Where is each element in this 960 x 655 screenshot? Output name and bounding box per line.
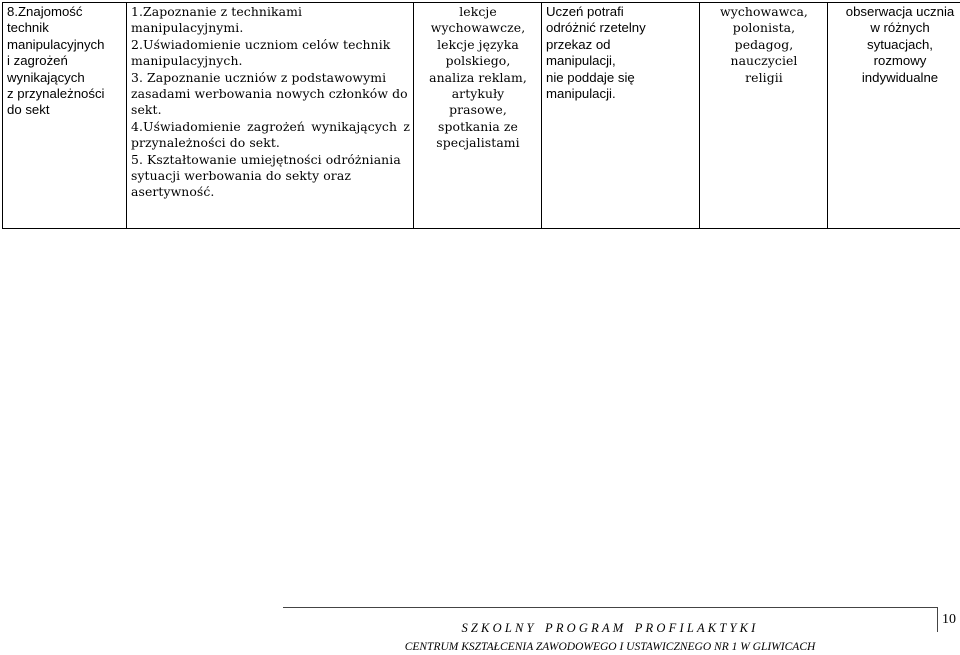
forms-cell (414, 3, 542, 229)
table-row (3, 3, 960, 229)
forms-line: artykuły (451, 86, 505, 102)
forms-line: lekcje (459, 4, 497, 19)
outcome-line: manipulacji, (546, 53, 616, 69)
program-title-text: SZKOLNY PROGRAM PROFILAKTYKI (461, 621, 759, 635)
forms-line: spotkania ze (438, 118, 518, 134)
footer-school-name: CENTRUM KSZTAŁCENIA ZAWODOWEGO I USTAWICZNEGO NR 1 W GLIWICACH (404, 641, 816, 653)
forms-line: wychowawcze, (430, 20, 526, 36)
evaluation-line: w różnych (870, 20, 930, 36)
responsible-line: wychowawca, (720, 4, 808, 19)
footer-divider (283, 607, 937, 608)
goal-item: 5. Kształtowanie umiejętności odróżniania sytuacji werbowania do sekty oraz asertywność. (131, 151, 401, 200)
outcomes-cell (542, 3, 700, 229)
evaluation-line: obserwacja ucznia (845, 4, 955, 19)
goal-item: 4.Uświadomienie zagrożeń wynikających z przynależności do sekt. (131, 118, 410, 151)
responsible-line: nauczyciel (730, 53, 798, 69)
outcome-line: przekaz od (546, 36, 611, 52)
page-number: 10 (937, 607, 960, 632)
outcome-line: odróżnić rzetelny (546, 20, 646, 36)
topic-cell (3, 3, 127, 229)
responsible-line: religii (745, 69, 783, 85)
topic-line: manipulacyjnych (7, 36, 105, 52)
program-table (2, 2, 960, 229)
goal-item: 2.Uświadomienie uczniom celów technik manipulacyjnych. (131, 36, 391, 69)
topic-line: 8.Znajomość (7, 4, 83, 19)
topic-line: wynikających (7, 69, 85, 85)
outcome-line: manipulacji. (546, 86, 616, 102)
evaluation-line: indywidualne (861, 69, 939, 85)
forms-line: prasowe, (449, 102, 507, 118)
evaluation-line: sytuacjach, (867, 36, 933, 52)
forms-line: lekcje języka (437, 36, 519, 52)
topic-line: technik (7, 20, 49, 36)
evaluation-cell (828, 3, 960, 229)
topic-line: i zagrożeń (7, 53, 68, 69)
responsible-cell (700, 3, 828, 229)
forms-line: polskiego, (445, 53, 511, 69)
responsible-line: pedagog, (734, 36, 794, 52)
goal-item: 1.Zapoznanie z technikami manipulacyjnymi. (131, 4, 303, 36)
topic-line: do sekt (7, 102, 50, 118)
topic-line: z przynależności (7, 86, 105, 102)
evaluation-line: rozmowy (873, 53, 927, 69)
forms-line: specjalistami (436, 135, 520, 151)
forms-line: analiza reklam, (429, 69, 527, 85)
goals-cell (127, 3, 414, 229)
goal-item: 3. Zapoznanie uczniów z podstawowymi zasadami werbowania nowych członków do sekt. (131, 69, 408, 118)
responsible-line: polonista, (732, 20, 796, 36)
outcome-line: nie poddaje się (546, 69, 635, 85)
footer-program-title (283, 621, 937, 636)
outcome-line: Uczeń potrafi (546, 4, 624, 19)
